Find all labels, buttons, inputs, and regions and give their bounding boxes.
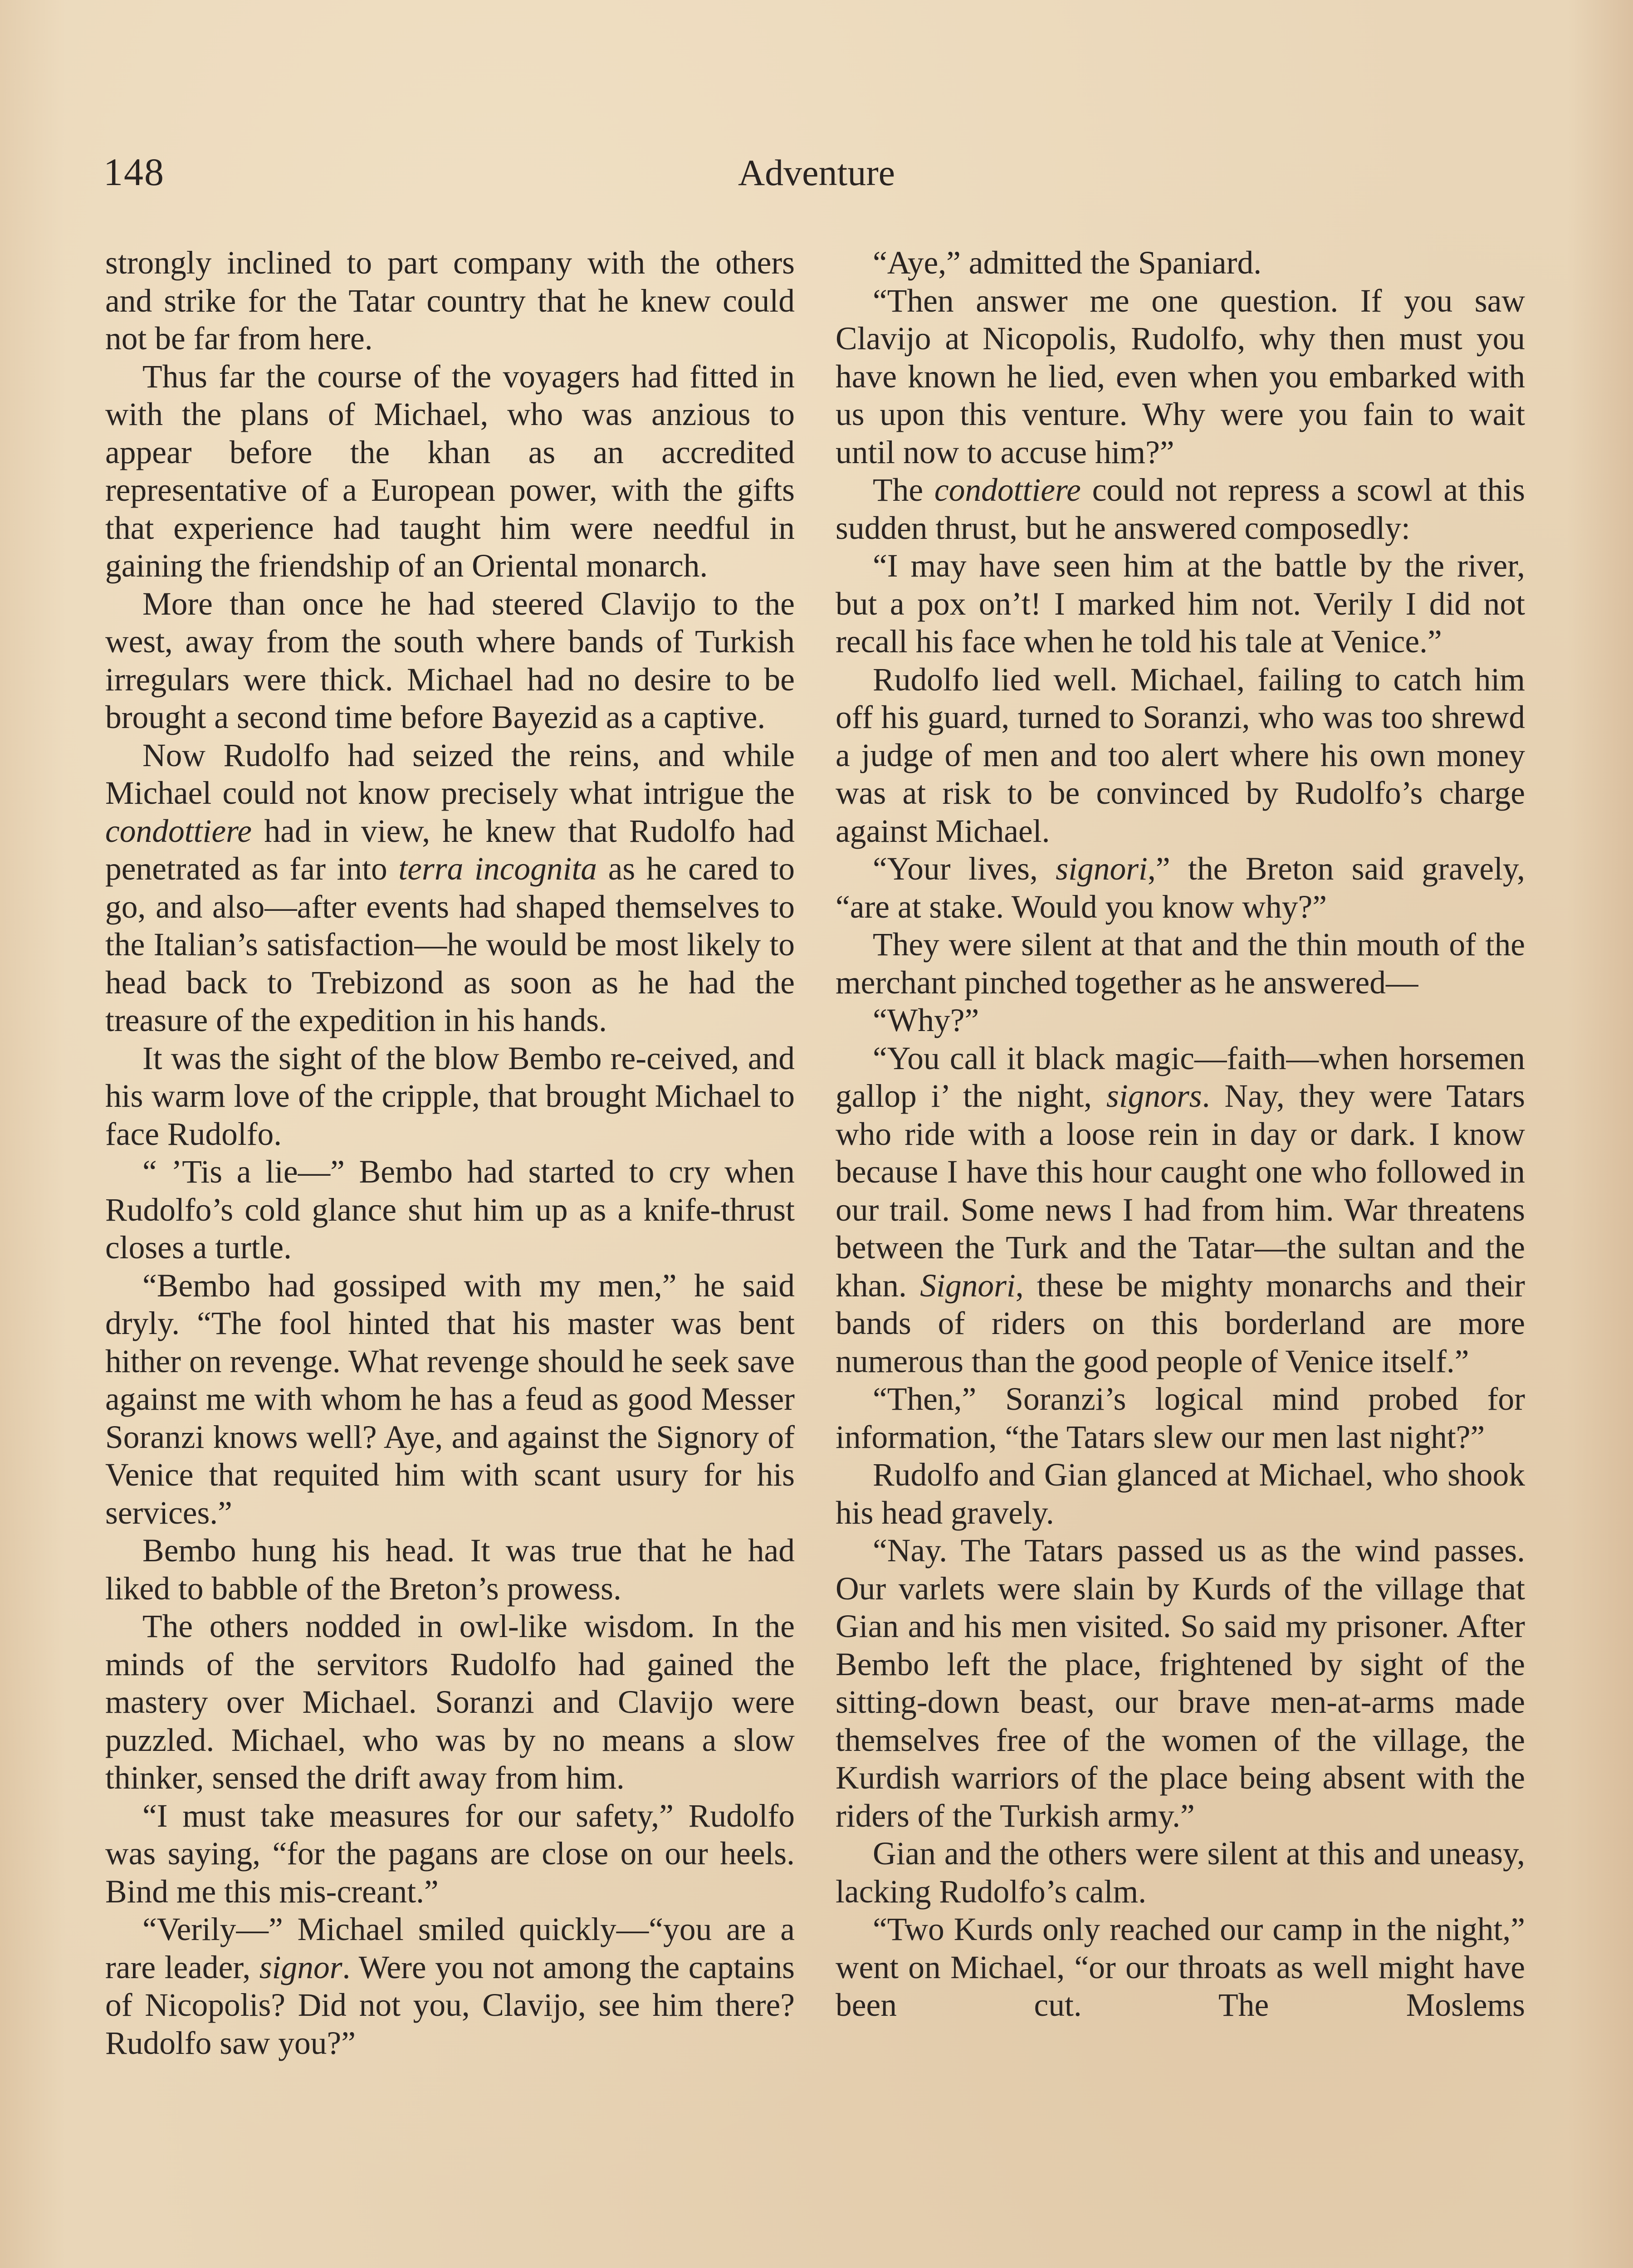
paragraph: Rudolfo lied well. Michael, failing to catch him off his guard, turned to Soranzi, who was too shrewd a judge of men and too alert where his own money was at risk to be convinced by Rudolfo’s charge against Michael. (836, 661, 1525, 849)
paragraph: “Why?” (873, 1002, 979, 1038)
paragraph: They were silent at that and the thin mouth of the merchant pinched together as he answered— (836, 927, 1525, 1001)
paragraph: Rudolfo and Gian glanced at Michael, who shook his head gravely. (836, 1457, 1525, 1531)
paragraph (105, 1911, 795, 2062)
page-number: 148 (103, 150, 165, 194)
paragraph (105, 737, 795, 1040)
italic-term: signor (259, 1949, 342, 1985)
text-run: as he cared to go, and also—after events had shaped themselves to the Italian’s satisfaction—he would be most likely to head back to Trebizond as soon as he had the treasure of the expedition in his hands. (105, 851, 795, 1038)
text-run: . Were you not among the captains of Nicopolis? Did not you, Clavijo, see him there? Rudolfo saw you?” (105, 1949, 795, 2061)
paragraph (836, 471, 1525, 547)
paragraph: Gian and the others were silent at this and uneasy, lacking Rudolfo’s calm. (836, 1836, 1525, 1910)
italic-term: condottiere (105, 813, 252, 849)
paragraph: “Bembo had gossiped with my men,” he said dryly. “The fool hinted that his master was bent hither on revenge. What revenge should he seek save against me with whom he has a feud as good Messer Soranzi knows well? Aye, and against the Signory of Venice that requited him with scant usury for his services.” (105, 1267, 795, 1531)
paragraph: The others nodded in owl-like wisdom. In the minds of the servitors Rudolfo had gained the mastery over Michael. Soranzi and Clavijo were puzzled. Michael, who was by no means a slow thinker, sensed the drift away from him. (105, 1608, 795, 1796)
right-text-column (836, 244, 1525, 2024)
text-run: “Verily—” Michael smiled quickly—“you are a rare leader, (105, 1911, 795, 1985)
paragraph: More than once he had steered Clavijo to the west, away from the south where bands of Turkish irregulars were thick. Michael had no desire to be brought a second time before Bayezid as a captive. (105, 586, 795, 735)
paragraph: “ ’Tis a lie—” Bembo had started to cry when Rudolfo’s cold glance shut him up as a knife-thrust closes a turtle. (105, 1154, 795, 1266)
paragraph: “I must take measures for our safety,” Rudolfo was saying, “for the pagans are close on our heels. Bind me this mis-creant.” (105, 1798, 795, 1910)
text-run: ,” the Breton said gravely, “are at stake. Would you know why?” (836, 851, 1525, 925)
italic-term: Signori (920, 1267, 1016, 1304)
paragraph: Thus far the course of the voyagers had fitted in with the plans of Michael, who was anzious to appear before the khan as an accredited representative of a European power, with the gifts that experience had taught him were needful in gaining the friendship of an Oriental monarch. (105, 358, 795, 584)
italic-term: terra incognita (398, 851, 597, 887)
italic-term: condottiere (934, 472, 1081, 508)
paragraph: “Then,” Soranzi’s logical mind probed for information, “the Tatars slew our men last night?” (836, 1381, 1525, 1455)
text-run: . Nay, they were Tatars who ride with a loose rein in day or dark. I know because I have this hour caught one who followed in our trail. Some news I had from him. War threatens between the Turk and the Tatar—the sultan and the khan. (836, 1078, 1525, 1304)
text-run: Now Rudolfo had seized the reins, and while Michael could not know precisely what intrigue the (105, 737, 795, 811)
paragraph: “Aye,” admitted the Spaniard. (873, 245, 1262, 281)
paragraph: Bembo hung his head. It was true that he had liked to babble of the Breton’s prowess. (105, 1533, 795, 1607)
paragraph: “Two Kurds only reached our camp in the night,” went on Michael, “or our throats as well might have been cut. The Moslems (836, 1911, 1525, 2023)
paragraph: “Then answer me one question. If you saw Clavijo at Nicopolis, Rudolfo, why then must you have known he lied, even when you embarked with us upon this venture. Why were you fain to wait until now to accuse him?” (836, 283, 1525, 470)
italic-term: signori (1056, 851, 1148, 887)
text-run: “Your lives, (873, 851, 1056, 887)
text-run: could not repress a scowl at this sudden thrust, but he answered composedly: (836, 472, 1525, 546)
italic-term: signors (1106, 1078, 1202, 1114)
paragraph: strongly inclined to part company with the others and strike for the Tatar country that he knew could not be far from here. (105, 245, 795, 357)
left-text-column (105, 244, 795, 2062)
running-head: Adventure (738, 152, 895, 193)
text-run: “You call it black magic—faith—when horsemen gallop i’ the night, (836, 1040, 1525, 1114)
paragraph (836, 850, 1525, 926)
text-run: The (873, 472, 934, 508)
paragraph (836, 1040, 1525, 1381)
text-run: had in view, he knew that Rudolfo had penetrated as far into (105, 813, 795, 887)
paragraph: It was the sight of the blow Bembo re-ceived, and his warm love of the cripple, that brought Michael to face Rudolfo. (105, 1040, 795, 1152)
text-run: , these be mighty monarchs and their bands of riders on this borderland are more numerous than the good people of Venice itself.” (836, 1267, 1525, 1379)
paragraph: “I may have seen him at the battle by the river, but a pox on’t! I marked him not. Verily I did not recall his face when he told his tale at Venice.” (836, 548, 1525, 660)
paragraph: “Nay. The Tatars passed us as the wind passes. Our varlets were slain by Kurds of the village that Gian and his men visited. So said my prisoner. After Bembo left the place, frightened by sight of the sitting-down beast, our brave men-at-arms made themselves free of the women of the village, the Kurdish warriors of the place being absent with the riders of the Turkish army.” (836, 1533, 1525, 1834)
